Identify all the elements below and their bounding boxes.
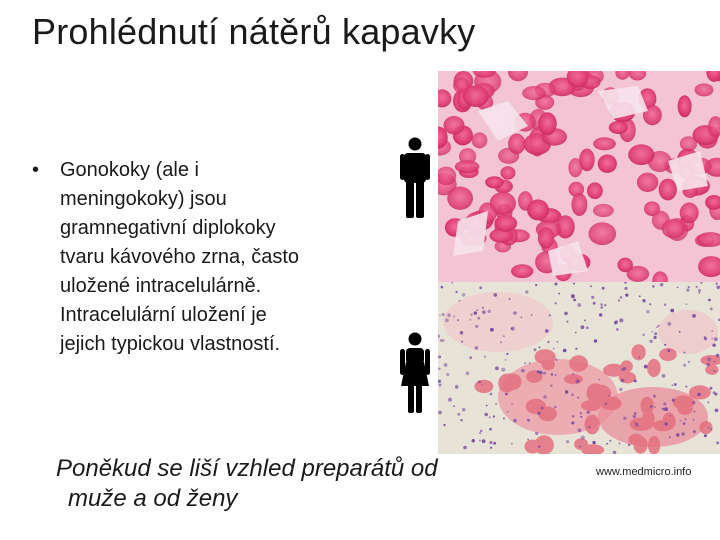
bullet-line: jejich typickou vlastností. <box>60 333 281 355</box>
micrograph-top-image <box>438 71 720 282</box>
bullet-line: meningokoky) jsou <box>60 188 227 210</box>
bullet-line: tvaru kávového zrna, často <box>60 246 300 268</box>
bullet-line: gramnegativní diplokoky <box>60 217 276 239</box>
micrograph-bottom-image <box>438 282 720 454</box>
slide-title: Prohlédnutí nátěrů kapavky <box>32 11 476 52</box>
bullet-line: Intracelulární uložení je <box>60 304 267 326</box>
note-line: Poněkud se liší vzhled preparátů od <box>56 455 438 482</box>
note-text <box>56 454 526 514</box>
bullet-line: uložené intracelulárně. <box>60 275 262 297</box>
bullet-line: Gonokoky (ale i <box>60 159 199 181</box>
bullet-text <box>60 156 382 359</box>
note-line <box>56 484 526 514</box>
bullet-item <box>32 156 382 359</box>
image-credit: www.medmicro.info <box>596 466 692 478</box>
bullet-symbol: • <box>32 159 40 181</box>
male-figure-icon <box>400 137 430 219</box>
female-figure-icon <box>400 332 430 414</box>
note-line-text: muže a od ženy <box>68 485 238 512</box>
